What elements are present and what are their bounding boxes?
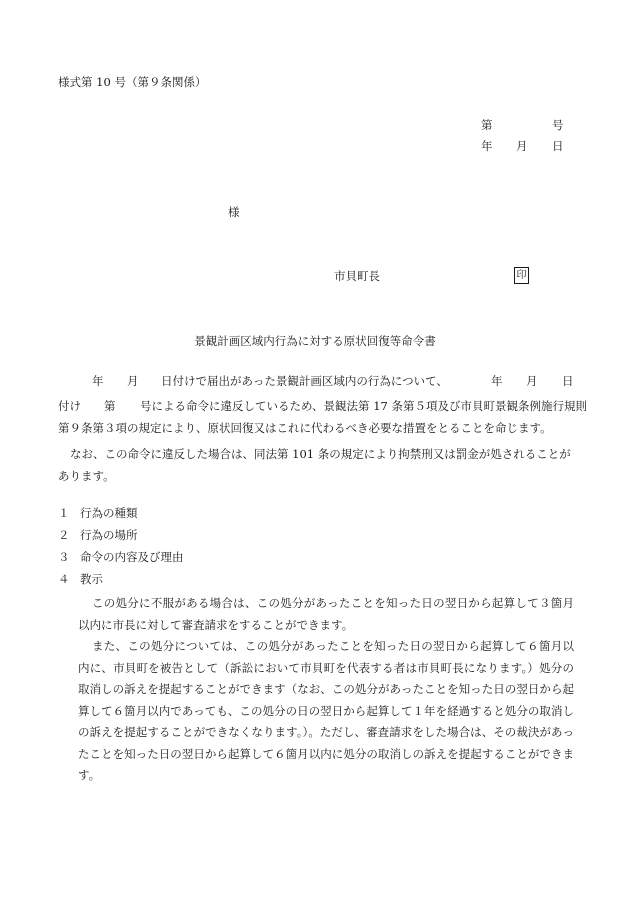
body-line-1-text: 日付けで届出があった景観計画区域内の行為について、: [161, 374, 448, 388]
body-line-3: 第９条第３項の規定により、原状回復又はこれに代わるべき必要な措置をとることを命じます。: [58, 421, 552, 435]
body-month-2: 月: [526, 374, 538, 388]
addressee-honorific: 様: [228, 205, 240, 219]
date-month: 月: [516, 139, 528, 153]
body-day-2: 日: [562, 374, 574, 388]
form-number-label: 様式第 10 号（第９条関係）: [58, 75, 207, 89]
body-paragraph-1: [58, 374, 587, 446]
date-day: 日: [552, 139, 564, 153]
document-number: [481, 120, 563, 134]
body-month: 月: [127, 374, 139, 388]
body-year-2: 年: [491, 374, 503, 388]
body-year: 年: [92, 374, 104, 388]
notice-paragraph-2: また、この処分については、この処分があったことを知った日の翌日から起算して６箇月以内に、市貝町を被告として（訴訟において市貝町を代表する者は市貝町長になります。）処分の取消しの訴えを提起することができます（なお、この処分があったことを知った日の翌日から起算して６箇月以内であっても、この処分の日の翌日から起算して１年を経過すると処分の取消しの訴えを提起することができなくなります。）。ただし、審査請求をした場合は、その裁決があったことを知った日の翌日から起算して６箇月以内に処分の取消しの訴えを提起することができます。: [78, 639, 574, 782]
body-line-2-a: 付け: [58, 399, 81, 413]
body-line-2: [58, 399, 587, 415]
doc-number-suffix: 号: [552, 118, 564, 132]
notice-text: [78, 593, 574, 787]
body-paragraph-2: なお、この命令に違反した場合は、同法第 101 条の規定により拘禁刑又は罰金が処されることがあります。: [58, 447, 571, 483]
doc-number-prefix: 第: [481, 118, 493, 132]
seal-mark: 印: [514, 267, 529, 284]
body-line-2-b: 第: [104, 399, 116, 413]
notice-paragraph-1: この処分に不服がある場合は、この処分があったことを知った日の翌日から起算して３箇月以内に市長に対して審査請求をすることができます。: [78, 596, 574, 632]
document-page: 様式第 10 号（第９条関係） 第 号 年 月 日 様 市貝町長 印 景観計画区域内行為に対する原状回復等命令書 年 月 日付けで届出があった景観計画区域内の行為について、 年 月 日 付け 第 号による命令に違反しているため、景観法第 17 条第５項及び市貝町景観条例施行規則 第９条第３項の規定により、原状回復又はこれに代わるべき必要な措置をとることを命じます。 なお、この命令に違反した場合は、同法第 101 条の規定により拘禁刑又は罰金が処されることがあります。 １ 行為の種類 ２ 行為の場所 ３ 命令の内容及び理由 ４ 教示 この処分に不服がある場合は、この処分があったことを知った日の翌日から起算して３箇月以内に市長に対して審査請求をすることができます。 また、この処分については、この処分があったことを知った日の翌日から起算して６箇月以内に、市貝町を被告として（訴訟において市貝町を代表する者は市貝町長になります。）処分の取消しの訴えを提起することができます（なお、この処分があったことを知った日の翌日から起算して６箇月以内であっても、この処分の日の翌日から起算して１年を経過すると処分の取消しの訴えを提起することができなくなります。）。ただし、審査請求をした場合は、その裁決があったことを知った日の翌日から起算して６箇月以内に処分の取消しの訴えを提起することができます。: [0, 0, 630, 903]
body-line-2-c: 号による命令に違反しているため、景観法第 17 条第５項及び市貝町景観条例施行規則: [140, 399, 587, 413]
issue-date: [481, 141, 563, 155]
issuer-title: 市貝町長: [334, 269, 380, 283]
body-line-1: [58, 376, 574, 390]
date-year: 年: [481, 139, 493, 153]
document-title: 景観計画区域内行為に対する原状回復等命令書: [194, 334, 436, 348]
